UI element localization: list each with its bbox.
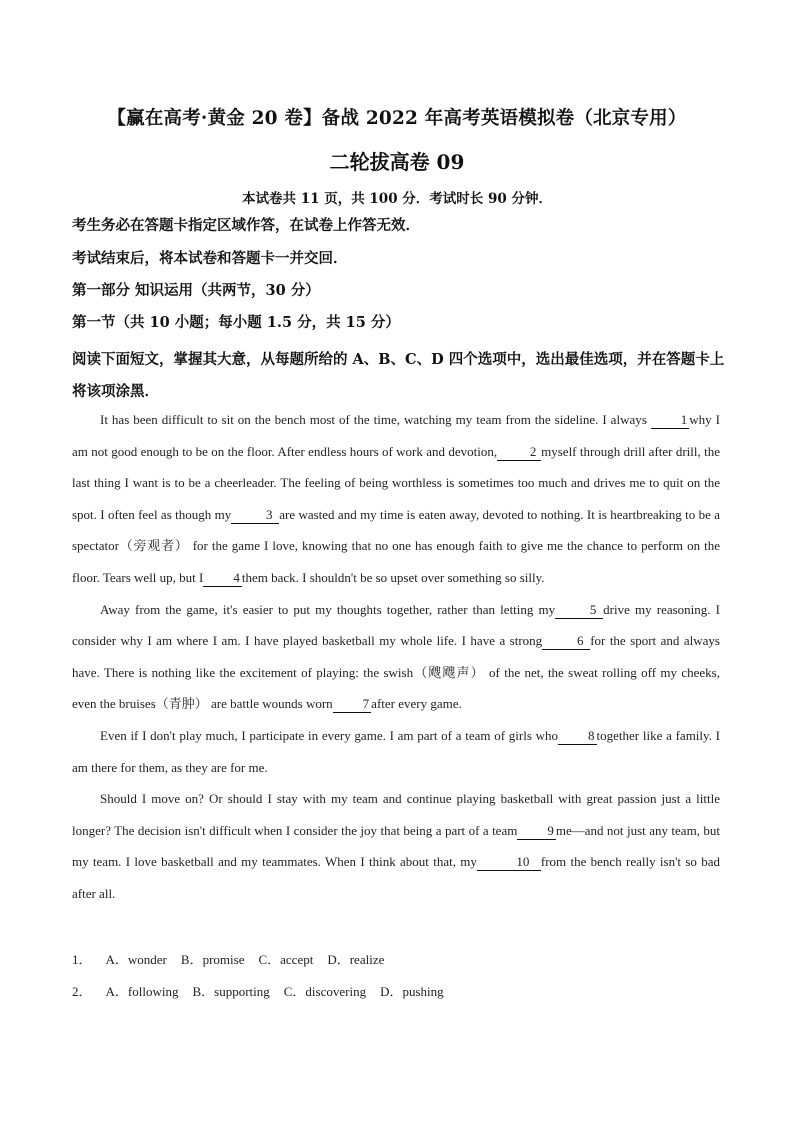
question-row-2 — [72, 976, 732, 1008]
passage-text: Should I move on? Or should I stay with my team and continue playing basketball with great passion just a little longer? The decision isn't difficult when I consider the joy that being a part of a team — [72, 791, 720, 838]
passage-text: myself through drill after drill, the last thing I want is to be a cheerleader. The feeling of being worthless is sometimes too much and drives me to quit on the spot. I often feel as though my — [72, 443, 721, 522]
instruction-submit: 考试结束后，将本试卷和答题卡一并交回． — [72, 250, 348, 267]
cloze-blank-4: 4 — [203, 570, 242, 587]
passage-paragraph-2 — [72, 594, 720, 720]
question-number: 2． — [72, 984, 92, 999]
section-heading: 第一部分 知识运用（共两节，30 分） — [72, 282, 320, 299]
passage-text: from the bench really isn't so bad after all. — [72, 854, 720, 901]
passage-text: why I am not good enough to be on the floor. After endless hours of work and devotion, — [72, 412, 720, 459]
option-a: A．following — [105, 984, 179, 999]
cloze-blank-5: 5 — [555, 602, 603, 619]
option-d: D．pushing — [380, 984, 444, 999]
exam-subtitle: 二轮拔高卷 09 — [329, 150, 465, 174]
option-b: B．supporting — [192, 984, 270, 999]
passage-text: drive my reasoning. I consider why I am where I am. I have played basketball my whole life. I have a strong — [72, 601, 720, 649]
cloze-blank-1: 1 — [651, 412, 690, 429]
cloze-blank-7: 7 — [333, 696, 372, 713]
cloze-blank-3: 3 — [231, 507, 279, 524]
question-row-1 — [72, 944, 732, 976]
exam-title: 【赢在高考·黄金 20 卷】备战 2022 年高考英语模拟卷（北京专用） — [107, 108, 687, 129]
reading-directions: 阅读下面短文，掌握其大意，从每题所给的 A、B、C、D 四个选项中，选出最佳选项，并在答题卡上将该项涂黑． — [72, 351, 725, 400]
question-options — [72, 944, 732, 1008]
cloze-blank-8: 8 — [558, 728, 597, 745]
passage-paragraph-3 — [72, 720, 720, 783]
subsection-heading: 第一节（共 10 小题；每小题 1.5 分，共 15 分） — [72, 314, 400, 331]
cloze-blank-10: 10 — [477, 854, 541, 871]
passage-text: for the sport and always have. There is nothing like the excitement of playing: the swish（飕飕声） of the net, the sweat rolling off my cheeks, even the bruises（青肿） are battle wounds worn — [72, 633, 720, 712]
passage-text: after every game. — [371, 696, 462, 712]
option-d: D．realize — [327, 952, 385, 967]
cloze-blank-6: 6 — [542, 633, 590, 650]
passage-paragraph-1 — [72, 404, 720, 594]
cloze-blank-2: 2 — [497, 444, 541, 461]
cloze-passage — [72, 404, 720, 910]
passage-text: are wasted and my time is eaten away, devoted to nothing. It is heartbreaking to be a spectator（旁观者） for the game I love, knowing that no one has enough faith to give me the chance to perform on the floor. Tears well up, but I — [72, 506, 720, 585]
passage-text: them back. I shouldn't be so upset over something so silly. — [241, 569, 545, 585]
passage-text: Even if I don't play much, I participate in every game. I am part of a team of girls who — [100, 727, 559, 743]
option-c: C．accept — [258, 952, 314, 967]
option-a: A．wonder — [105, 952, 167, 967]
passage-text: Away from the game, it's easier to put my thoughts together, rather than letting my — [100, 601, 556, 617]
exam-info: 本试卷共 11 页，共 100 分．考试时长 90 分钟． — [242, 191, 552, 207]
instruction-answer-sheet: 考生务必在答题卡指定区域作答，在试卷上作答无效． — [72, 217, 420, 234]
passage-text: It has been difficult to sit on the bench most of the time, watching my team from the sideline. I always — [100, 412, 647, 427]
option-b: B．promise — [180, 952, 245, 967]
question-number: 1． — [72, 952, 92, 967]
option-c: C．discovering — [283, 984, 367, 999]
cloze-blank-9: 9 — [517, 823, 556, 840]
passage-text: me—and not just any team, but my team. I love basketball and my teammates. When I think about that, my — [72, 822, 720, 870]
passage-paragraph-4 — [72, 783, 720, 909]
passage-text: together like a family. I am there for them, as they are for me. — [72, 727, 720, 775]
